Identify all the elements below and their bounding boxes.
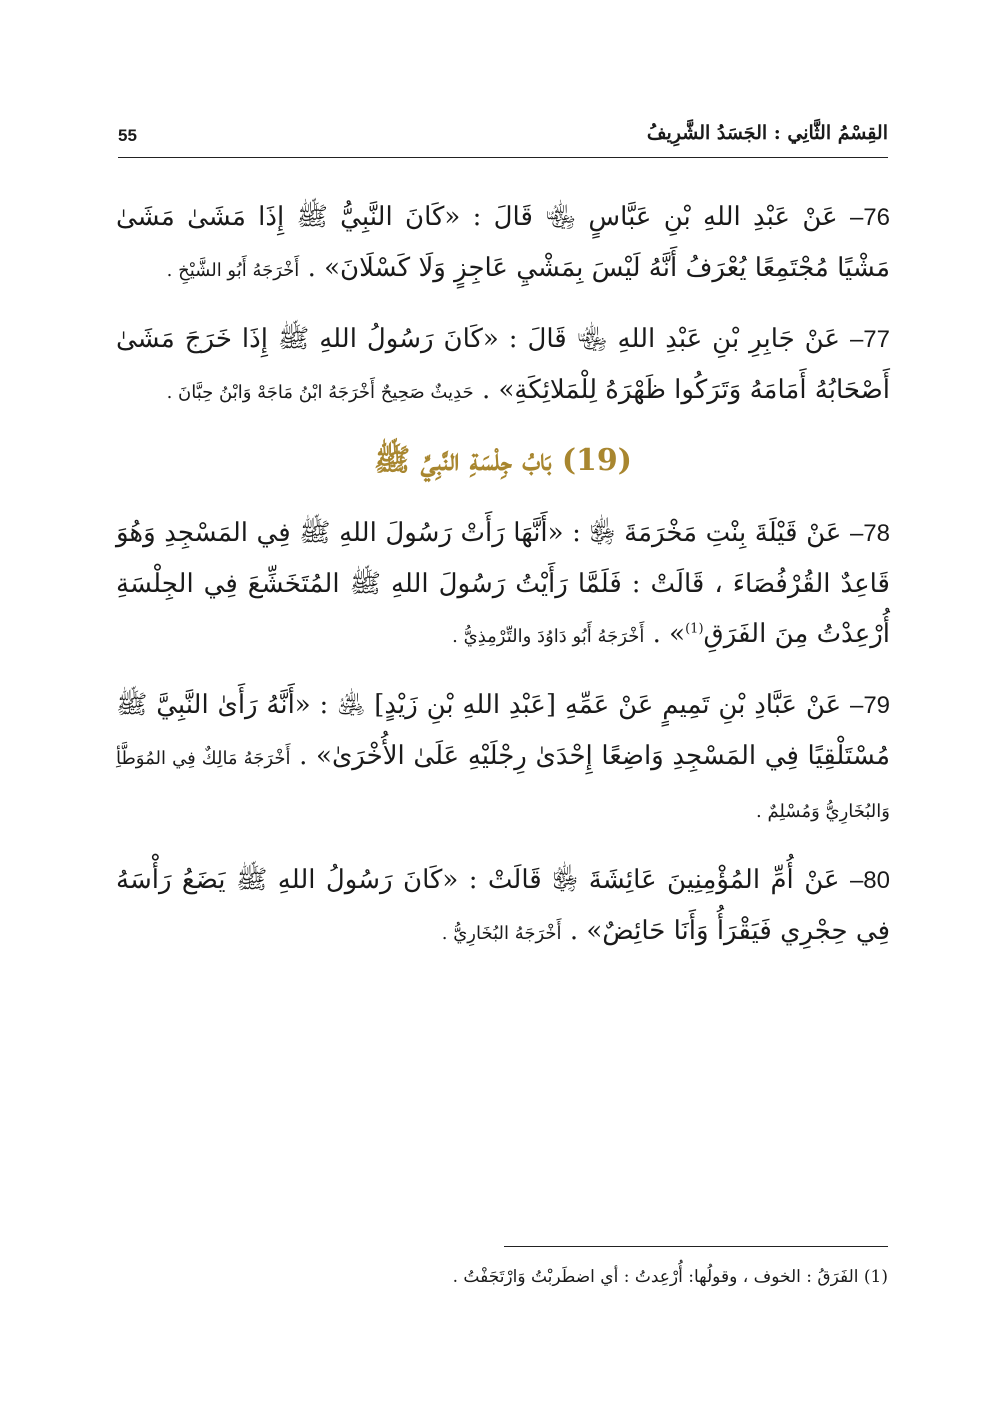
- hadith-source: أَخْرَجَهُ مَالِكٌ فِي المُوَطَّأِ وَالبُخَارِيُّ وَمُسْلِمٌ .: [116, 748, 890, 822]
- running-title: القِسْمُ الثَّانِي : الجَسَدُ الشَّرِيفُ: [646, 122, 888, 144]
- hadith-source: أَخْرَجَهُ البُخَارِيُّ .: [441, 923, 562, 944]
- hadith-text: عَنْ عَبْدِ اللهِ بْنِ عَبَّاسٍ ﵄ قَالَ : «كَانَ النَّبِيُّ ﷺ إِذَا مَشَىٰ مَشَىٰ مَشْيًا مُجْتَمِعًا يُعْرَفُ أَنَّهُ لَيْسَ بِمَشْيِ عَاجِزٍ وَلَا كَسْلَانَ» .: [116, 202, 890, 283]
- hadith-78: [116, 508, 890, 662]
- footnote: (1) الفَرَقُ : الخوف ، وقولُها: أُرْعِدتُ : أي اضطَربْتُ وَارْتَجَفْتُ .: [452, 1267, 888, 1287]
- hadith-source: حَدِيثٌ صَحِيحٌ أَخْرَجَهُ ابْنُ مَاجَهْ وَابْنُ حِبَّانَ .: [166, 382, 474, 403]
- hadith-80: [116, 855, 890, 959]
- section-heading: (19) بَابُ جِلْسَةِ النَّبِيِّ ﷺ: [374, 443, 632, 478]
- hadith-79: [116, 680, 890, 837]
- hadith-77: [116, 314, 890, 418]
- page-number: 55: [118, 126, 137, 145]
- hadith-source: أَخْرَجَهُ أَبُو دَاوُدَ والتِّرْمِذِيُّ .: [452, 626, 645, 647]
- hadith-number: 77–: [849, 326, 890, 353]
- hadith-text-end: » .: [652, 619, 686, 649]
- footnote-reference[interactable]: (1): [685, 621, 704, 637]
- hadith-number: 76–: [849, 204, 890, 231]
- hadith-number: 80–: [849, 867, 890, 894]
- hadith-76: [116, 192, 890, 296]
- hadith-text: عَنْ أُمِّ المُؤْمِنِينَ عَائِشَةَ ﵂ قَالَتْ : «كَانَ رَسُولُ اللهِ ﷺ يَضَعُ رَأْسَهُ فِي حِجْرِي فَيَقْرَأُ وَأَنَا حَائِضٌ» .: [116, 865, 890, 946]
- hadith-text: عَنْ جَابِرِ بْنِ عَبْدِ اللهِ ﵄ قَالَ : «كَانَ رَسُولُ اللهِ ﷺ إِذَا خَرَجَ مَشَىٰ أَصْحَابُهُ أَمَامَهُ وَتَرَكُوا ظَهْرَهُ لِلْمَلائِكَةِ» .: [116, 324, 890, 405]
- hadith-source: أَخْرَجَهُ أَبُو الشَّيْخِ .: [166, 260, 300, 281]
- hadith-number: 78–: [849, 520, 890, 547]
- header-rule: [118, 157, 888, 158]
- page-body: [116, 192, 890, 977]
- hadith-number: 79–: [849, 692, 891, 719]
- footnote-rule: [504, 1246, 888, 1247]
- page-header: [118, 118, 888, 158]
- hadith-text: عَنْ عَبَّادِ بْنِ تَمِيمٍ عَنْ عَمِّهِ [عَبْدِ اللهِ بْنِ زَيْدٍ] ﵁ : «أَنَّهُ رَأَىٰ النَّبِيَّ ﷺ مُسْتَلْقِيًا فِي المَسْجِدِ وَاضِعًا إِحْدَىٰ رِجْلَيْهِ عَلَىٰ الأُخْرَىٰ» .: [116, 690, 891, 771]
- hadith-text: عَنْ قَيْلَةَ بِنْتِ مَخْرَمَةَ ﵂ : «أَنَّهَا رَأَتْ رَسُولَ اللهِ ﷺ فِي المَسْجِدِ وَهُوَ قَاعِدٌ القُرْفُصَاءَ ، قَالَتْ : فَلَمَّا رَأَيْتُ رَسُولَ اللهِ ﷺ المُتَخَشِّعَ فِي الجِلْسَةِ أُرْعِدْتُ مِنَ الفَرَقِ: [116, 518, 890, 649]
